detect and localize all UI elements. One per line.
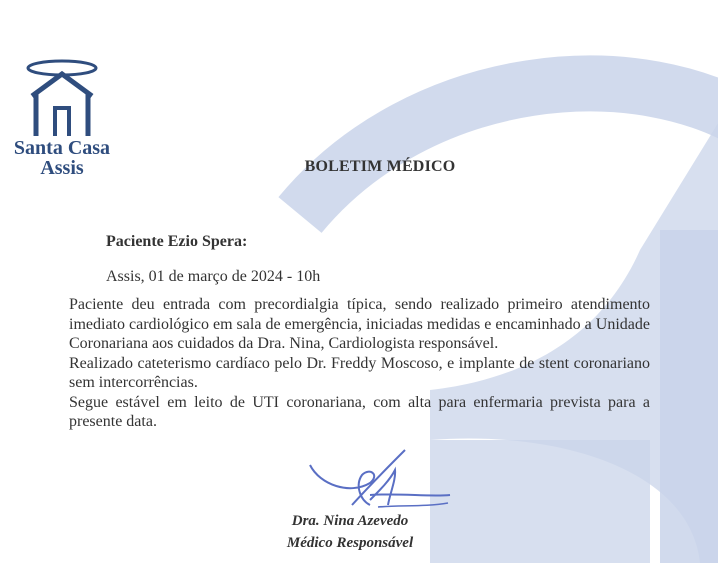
bulletin-body	[69, 295, 650, 432]
paragraph-procedure: Realizado cateterismo cardíaco pelo Dr. Freddy Moscoso, e implante de stent coronariano sem intercorrências.	[69, 354, 650, 391]
logo-text-line1: Santa Casa	[13, 137, 111, 159]
hospital-logo	[10, 58, 114, 178]
logo-text-line2: Assis	[40, 157, 84, 179]
patient-name: Paciente Ezio Spera:	[106, 233, 248, 250]
place-date: Assis, 01 de março de 2024 - 10h	[106, 268, 321, 285]
paragraph-admission: Paciente deu entrada com precordialgia típica, sendo realizado primeiro atendimento imediato cardiológico em sala de emergência, iniciadas medidas e encaminhado a Unidade Coronariana aos cuidados da Dra. Nina, Cardiologista responsável.	[69, 296, 650, 352]
church-house-icon	[22, 58, 102, 138]
signatory-role: Médico Responsável	[286, 535, 414, 551]
signatory-name: Dra. Nina Azevedo	[291, 513, 409, 529]
paragraph-status: Segue estável em leito de UTI coronariana, com alta para enfermaria prevista para a presente data.	[69, 393, 650, 430]
handwritten-signature	[300, 445, 460, 515]
document-title: BOLETIM MÉDICO	[304, 158, 456, 175]
